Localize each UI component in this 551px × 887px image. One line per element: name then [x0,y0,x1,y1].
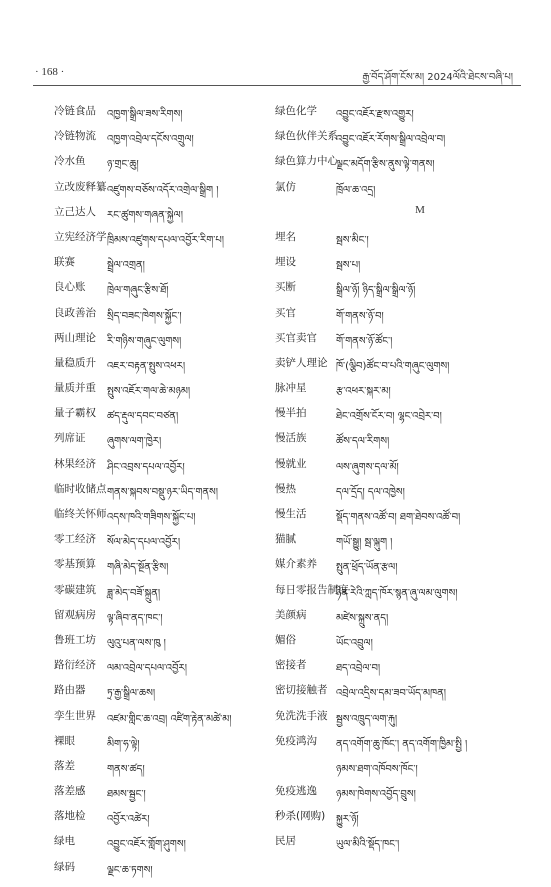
glossary-entry [275,229,525,254]
chinese-term: 良心账 [54,281,86,294]
chinese-term: 鲁班工坊 [54,633,96,646]
page-header [0,66,551,82]
glossary-entry [54,179,269,204]
chinese-term: 绿色化学 [275,105,317,117]
chinese-term: 立宪经济学 [54,230,107,243]
tibetan-translation: རྩ་འཕར་སྐར་མ། [336,386,391,398]
tibetan-translation: འདས་ཁའི་གཟིགས་སྐྱོང་པ། [107,512,196,523]
chinese-term: 零基预算 [54,558,96,571]
glossary-entry [54,204,269,229]
running-title: རྒྱ་བོད་ཤོག་ངོས་མ། 2024ལོའི་ཐེངས་བཞི་པ། [362,72,513,83]
chinese-term: 密接者 [275,659,307,672]
glossary-entry [54,582,269,607]
tibetan-translation: འཁྱག་འབྲེལ་དངོས་འགྲུལ། [107,134,194,146]
glossary-entry [275,657,525,682]
tibetan-translation: ཞུགས་ལག་ཁྱེར། [107,436,162,448]
tibetan-translation: ཁྲོལ་ཆ་འདྲ། [336,184,376,196]
tibetan-translation: འཛམ་གླིང་ཆ་འབྲ། འཛིག་རྟེན་མཚེ་མ། [107,713,232,725]
tibetan-translation: སྦྲེལ་འགྲན། [107,260,145,272]
chinese-term: 埋名 [275,230,296,243]
tibetan-translation: རི་གཉིས་གཞུང་ལུགས། [107,335,182,347]
section-heading [275,204,525,229]
tibetan-translation: ཉ་གྲང་ཆུ། [107,159,139,171]
glossary-entry [275,758,525,783]
tibetan-translation: ཉམས་ཁེགས་འབྱོད་བྲུས། [336,789,416,801]
chinese-term: 冷水鱼 [54,155,86,168]
left-column [54,103,269,884]
chinese-term: 留观病房 [54,608,96,621]
tibetan-translation: ལས་ཞུགས་དལ་མོ། [336,461,399,473]
tibetan-translation: ཡུལ་མིའི་སྡོད་ཁང་། [336,839,400,851]
chinese-term: 量子霸权 [54,407,96,420]
tibetan-translation: ཟླ་མེད་བཟོ་སྐྲུན། [107,587,161,599]
section-letter: M [415,203,425,216]
glossary-entry [54,279,269,304]
glossary-entry [275,330,525,355]
header-rule [33,85,521,86]
glossary-entry [54,808,269,833]
glossary-entry [54,531,269,556]
glossary-entry [54,833,269,858]
tibetan-translation: རང་ཚུགས་གཞན་སྐྱེལ། [107,209,183,221]
chinese-term: 慢就业 [275,457,307,470]
chinese-term: 良政善治 [54,306,96,319]
glossary-entry [54,607,269,632]
tibetan-translation: སྦས་པ། [336,260,361,272]
chinese-term: 媒介素养 [275,558,317,571]
glossary-entry [54,758,269,783]
tibetan-translation: ཐད་འབྲེལ་བ། [336,663,381,675]
chinese-term: 立己达人 [54,205,96,218]
tibetan-translation: ལྗང་ཆ་ཏགས། [107,864,153,876]
tibetan-translation: གནས་སྐབས་བསྡུ་ཉར་ཡིད་གནས། [107,486,219,498]
glossary-entry [275,607,525,632]
chinese-term: 落地检 [54,810,86,823]
tibetan-translation: དལ་དྲོད། དལ་འཁྱེས། [336,486,405,498]
chinese-term: 绿色算力中心 [275,155,338,168]
glossary-entry [54,305,269,330]
glossary-entry [275,103,525,128]
glossary-entry [275,783,525,808]
glossary-entry [54,405,269,430]
chinese-term: 林果经济 [54,457,96,470]
chinese-term: 联赛 [54,256,75,269]
glossary-entry [275,305,525,330]
chinese-term: 量稳质升 [54,356,96,369]
tibetan-translation: འཇར་བརྟན་སྤུས་འཕར། [107,360,186,372]
chinese-term: 猫腻 [275,533,296,546]
glossary-entry [54,708,269,733]
tibetan-translation: སྒྲིལ་ཉོ། ཉིད་སྒྲིལ་སྒྲིལ་ཉོ། [336,285,416,297]
chinese-term: 密切接触者 [275,684,328,697]
glossary-entry [275,128,525,153]
glossary-entry [54,128,269,153]
tibetan-translation: ཤིང་འབྲས་དཔལ་འབྱོར། [107,461,185,473]
chinese-term: 慢半拍 [275,407,307,420]
tibetan-translation: ཡོང་འབྲུལ། [336,637,373,649]
tibetan-translation: སྤུན་ཕྲོད་ཡོན་རྩལ། [336,562,398,574]
chinese-term: 量质并重 [54,382,96,395]
glossary-entry [275,708,525,733]
tibetan-translation: ལམ་འབྲེལ་དཔལ་འབྱོར། [107,663,187,675]
tibetan-translation: འབྲེལ་འདྲིས་དམ་ཟབ་ཡོད་མཁན། [336,688,446,700]
chinese-term: 立改废释纂 [54,180,107,193]
glossary-entry [275,279,525,304]
glossary-entry [275,556,525,581]
glossary-entry [275,582,525,607]
chinese-term: 两山理论 [54,331,96,344]
glossary-entry [275,506,525,531]
chinese-term: 裸眼 [54,734,75,747]
page-number: · 168 · [35,66,65,78]
chinese-term: 氯仿 [275,180,296,193]
glossary-entry [275,481,525,506]
glossary-entry [54,506,269,531]
glossary-entry [54,657,269,682]
chinese-term: 买官卖官 [275,331,317,344]
glossary-entry [275,355,525,380]
chinese-term: 列席证 [54,432,86,445]
tibetan-translation: མཛེས་སྐྲུས་ནད། [336,612,389,624]
chinese-term: 慢活族 [275,432,307,445]
chinese-term: 冷链食品 [54,105,96,117]
tibetan-translation: མིག་ཧ་ལྟེ། [107,738,140,750]
chinese-term: 秒杀(网购) [275,810,326,823]
glossary-entry [54,254,269,279]
tibetan-translation: གཡོ་སྒྱུ། སྦ་ལྐུག ། [336,537,393,549]
tibetan-translation: འབྱུང་འཇོར་གློག་ཤུགས། [107,839,186,851]
glossary-entry [275,682,525,707]
chinese-term: 慢生活 [275,508,307,520]
chinese-term: 绿电 [54,835,75,848]
chinese-term: 零工经济 [54,533,96,546]
glossary-entry [275,531,525,556]
tibetan-translation: སྐྱུར་ཉོ། [336,814,359,826]
glossary-entry [275,179,525,204]
tibetan-translation: འཛུགས་བཅོས་འདོར་འགྲེལ་སྒྲིག ། [107,184,219,196]
tibetan-translation: འཁྱག་སྒྲིལ་ཟས་རིགས། [107,109,183,120]
chinese-term: 买官 [275,306,296,319]
chinese-term: 路由器 [54,684,86,697]
tibetan-translation: ཁོ་(ལྕིབ)ཚོང་བ་པའི་གཞུང་ལུགས། [336,360,450,372]
glossary-entry [54,783,269,808]
chinese-term: 绿码 [54,860,75,873]
glossary-entry [54,859,269,884]
chinese-term: 零碳建筑 [54,583,96,596]
glossary-entry [275,405,525,430]
chinese-term: 临终关怀师 [54,508,107,520]
chinese-term: 孪生世界 [54,709,96,722]
tibetan-translation: འབྱུང་འཇོར་རྫས་འགྱུར། [336,109,414,120]
tibetan-translation: ཉིན་རེའི་ཀླད་ཁོར་སྙན་ཞུ་ལམ་ལུགས། [336,587,458,599]
tibetan-translation: སྦས་མིང་། [336,234,369,246]
tibetan-translation: ལྟ་ཞིབ་ནད་ཁང་། [107,612,163,624]
glossary-entry [275,833,525,858]
tibetan-translation: ཐེང་འགྲོས་ངོར་བ། ལྷང་འབྲེར་བ། [336,411,442,423]
chinese-term: 免疫鸿沟 [275,734,317,747]
right-column [275,103,525,859]
tibetan-translation: ཐམས་སྦྱང་། [107,789,146,801]
tibetan-translation: གོ་གནས་ཉོ་ཚོང་། [336,335,393,347]
tibetan-translation: ཚོས་དལ་རིགས། [336,436,390,448]
tibetan-translation: འབྱོར་འཚེར། [107,814,150,826]
tibetan-translation: ཚད་རྡུལ་དབང་བཙན། [107,411,179,423]
tibetan-translation: སྲིད་བཟང་ཁེགས་སྐྱོང་། [107,310,182,322]
glossary-entry [54,682,269,707]
chinese-term: 埋设 [275,256,296,269]
glossary-entry [54,481,269,506]
glossary-entry [54,103,269,128]
chinese-term: 路衍经济 [54,659,96,672]
glossary-entry [275,456,525,481]
chinese-term: 每日零报告制度 [275,583,349,596]
tibetan-translation: ནད་འགོག་ཆུ་ཁོང་། ནད་འགོག་ཁྱིམ་སྤྱི ། [336,738,468,750]
tibetan-translation: གཞི་མེད་སྔོན་རྩིས། [107,562,169,574]
glossary-entry [54,153,269,178]
chinese-term: 冷链物流 [54,130,96,143]
glossary-entry [275,254,525,279]
chinese-term: 脉冲星 [275,382,307,395]
tibetan-translation: ལུའུ་པན་ལས་ཁུ ། [107,637,166,649]
chinese-term: 临时收储点 [54,482,107,495]
glossary-entry [275,380,525,405]
tibetan-translation: ལྗང་མདོག་རྩིས་ནུས་ལྟེ་གནས། [336,159,435,171]
tibetan-translation: ཁྲིམས་འཛུགས་དཔལ་འབྱོར་རིག་པ། [107,234,224,246]
glossary-entry [54,733,269,758]
glossary-entry [275,733,525,758]
glossary-entry [54,430,269,455]
chinese-term: 免疫逃逸 [275,785,317,798]
tibetan-translation: ཉམས་ཐག་འཁོབས་ཁོང་། [336,763,418,775]
glossary-entry [275,808,525,833]
tibetan-translation: ཏྲ་རྒྱ་སྒྲིལ་ཆས། [107,688,156,700]
tibetan-translation: གོ་གནས་ཉོ་བ། [336,310,384,322]
tibetan-translation: སྤུས་འཇོར་གལ་ཆེ་མཉམ། [107,386,191,398]
tibetan-translation: སོལ་མེད་དཔལ་འབྱོར། [107,537,181,549]
chinese-term: 落差感 [54,785,86,798]
tibetan-translation: སྡོད་གནས་འཚོ་བ། ཐག་ཐེབས་འཚོ་བ། [336,512,461,523]
glossary-entry [54,229,269,254]
glossary-entry [54,380,269,405]
glossary-entry [275,632,525,657]
chinese-term: 卖铲人理论 [275,356,328,369]
glossary-entry [54,355,269,380]
chinese-term: 绿色伙伴关系 [275,130,338,143]
tibetan-translation: སྦྱས་འཁྲུད་ལག་རྐུ། [336,713,398,725]
chinese-term: 慢热 [275,482,296,495]
chinese-term: 美颜病 [275,608,307,621]
glossary-entry [54,330,269,355]
glossary-entry [54,556,269,581]
glossary-entry [275,153,525,178]
chinese-term: 免洗洗手液 [275,709,328,722]
glossary-entry [54,456,269,481]
glossary-entry [275,430,525,455]
tibetan-translation: ཁྲེལ་གཞུང་རྩིས་ཐོ། [107,285,169,297]
chinese-term: 落差 [54,759,75,772]
chinese-term: 民居 [275,835,296,848]
glossary-entry [54,632,269,657]
chinese-term: 买断 [275,281,296,294]
chinese-term: 媚俗 [275,633,296,646]
tibetan-translation: གནས་ཚད། [107,763,145,775]
tibetan-translation: འབྱུང་འཇོར་རོགས་སྒྲིལ་འབྲེལ་བ། [336,134,446,146]
